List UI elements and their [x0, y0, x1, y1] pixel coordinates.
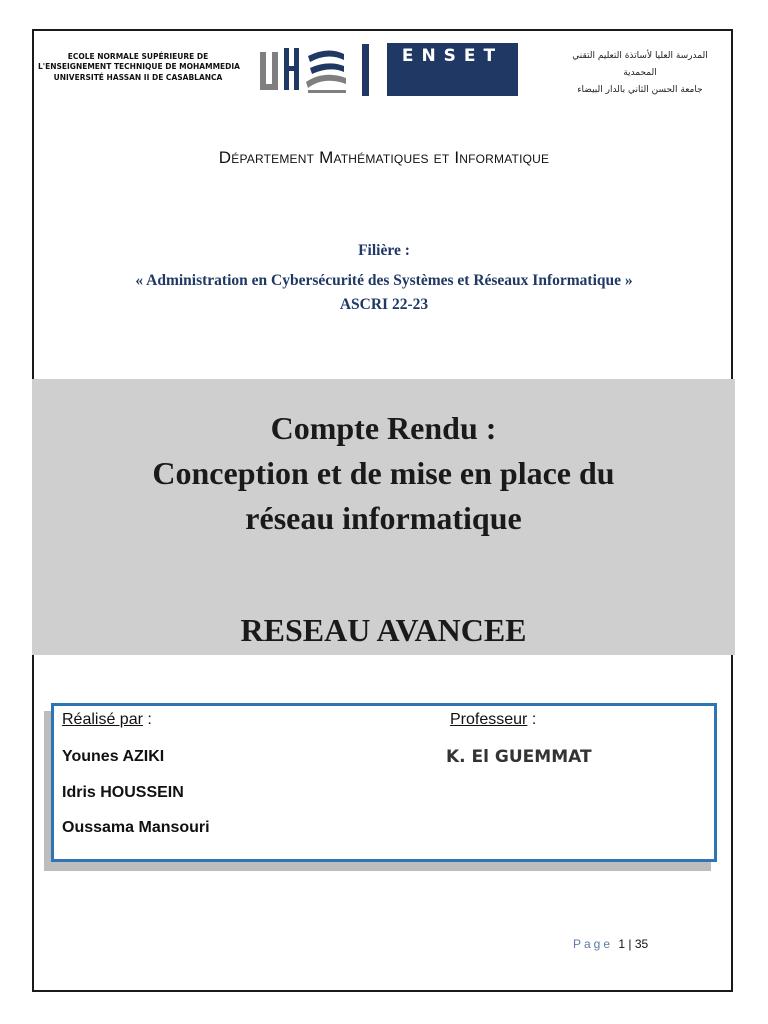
- realise-par-text: Réalisé par: [62, 711, 143, 728]
- logo-divider: [362, 44, 369, 96]
- page-footer: [573, 937, 648, 951]
- professeur-label: [450, 711, 536, 729]
- total-pages: 35: [634, 937, 649, 951]
- page-number: 1: [618, 937, 626, 951]
- author-name: Idris HOUSSEIN: [62, 784, 184, 801]
- enset-logo: [387, 43, 518, 96]
- school-name-ar: [560, 48, 720, 99]
- school-name-fr-line: UNIVERSITÉ HASSAN II DE CASABLANCA: [53, 73, 223, 82]
- professeur-text: Professeur: [450, 711, 528, 728]
- author-name: Oussama Mansouri: [62, 819, 210, 836]
- report-title-line3: réseau informatique: [245, 500, 522, 536]
- filiere-label: Filière :: [358, 242, 410, 259]
- school-name-fr-line: ECOLE NORMALE SUPÉRIEURE DE: [67, 52, 209, 61]
- school-name-fr: [38, 52, 238, 83]
- realise-par-colon: :: [142, 711, 152, 728]
- school-name-ar-line: المحمدية: [623, 68, 657, 78]
- filiere-code: ASCRI 22-23: [339, 296, 429, 313]
- school-name-ar-line: المدرسة العليا لأساتذة التعليم التقني: [572, 51, 708, 61]
- author-name: Younes AZIKI: [62, 748, 165, 765]
- department-title: [0, 148, 768, 168]
- uh2-logo: [258, 44, 350, 94]
- page-separator: |: [628, 937, 632, 951]
- school-name-ar-line: جامعة الحسن الثاني بالدار البيضاء: [577, 85, 703, 95]
- filiere-name: « Administration en Cybersécurité des Systèmes et Réseaux Informatique »: [135, 272, 633, 289]
- school-name-fr-line: L'ENSEIGNEMENT TECHNIQUE DE MOHAMMEDIA: [38, 62, 240, 71]
- report-title-line2: Conception et de mise en place du: [152, 455, 615, 491]
- realise-par-label: [62, 711, 152, 729]
- report-subject: RESEAU AVANCEE: [240, 612, 527, 648]
- page-label: Page: [573, 937, 614, 951]
- department-title-text: Département Mathématiques et Informatique: [218, 148, 550, 167]
- professeur-colon: :: [527, 711, 537, 728]
- report-title-line1: Compte Rendu :: [270, 410, 497, 446]
- enset-logo-text: ENSET: [401, 46, 504, 66]
- professeur-name: K. El GUEMMAT: [446, 747, 592, 767]
